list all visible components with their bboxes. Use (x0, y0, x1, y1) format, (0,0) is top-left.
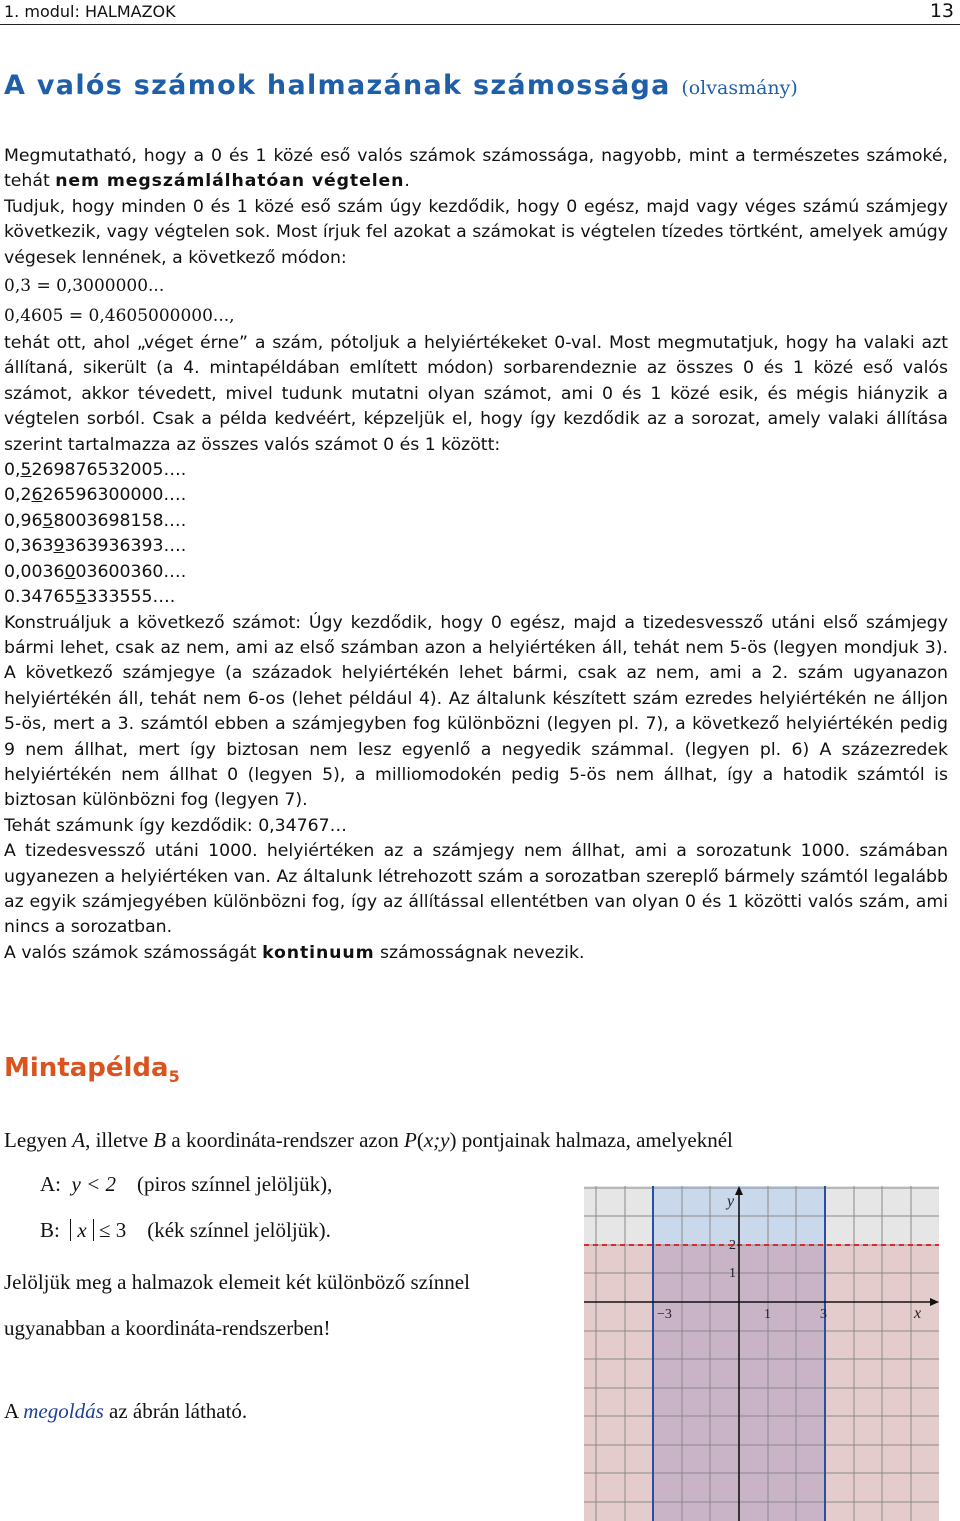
x-axis-label: x (914, 1305, 922, 1322)
article-body (4, 144, 948, 966)
decimal-item: 0,5269876532005…. (4, 460, 187, 481)
tick-y1: 1 (729, 1266, 736, 1281)
decimal-item: 0,3639363936393…. (4, 536, 187, 557)
task-line-2: ugyanabban a koordináta-rendszerben! (4, 1316, 331, 1340)
conclusion-paragraph: A tizedesvessző utáni 1000. helyiértéken az a számjegy nem állhat, ami a sorozatunk 1000. számában ugyanezen a helyiértéken van. Az általunk létrehozott szám a sorozatban szereplő bármely számtól legalább az egyik számjegyében különbözni fog, így az állítással ellentétben van olyan 0 és 1 közötti valós szám, ami nincs a sorozatban. (4, 841, 948, 938)
task-line-1: Jelöljük meg a halmazok elemeit két különböző színnel (4, 1270, 470, 1294)
solution-line: A megoldás az ábrán látható. (4, 1399, 248, 1423)
sequence-paragraph: tehát ott, ahol „véget érne” a szám, pótoljuk a helyiértékeket 0-val. Most megmutatjuk, hogy ha valaki azt állítaná, sikerült (a 4. mintapéldában említett módon) sorbarendeznie az összes 0 és 1 közé eső valós számot, akkor tévedett, mivel tudunk mutatni olyan számot, ami 0 és 1 közé esik, és mégis hiányzik a végtelen sorból. Csak a példa kedvéért, képzeljük el, hogy így kezdődik az a sorozat, amely valaki állítása szerint tartalmazza az összes valós számot 0 és 1 között: (4, 333, 948, 455)
decimal-item: 0,2626596300000…. (4, 485, 187, 506)
absolute-value: x (70, 1219, 93, 1241)
title-main: A valós számok halmazának számossága (4, 70, 671, 101)
decimal-item: 0.347655333555…. (4, 587, 176, 608)
y-axis-label: y (727, 1193, 735, 1210)
page-title (4, 70, 798, 101)
solution-link[interactable]: megoldás (23, 1399, 104, 1423)
decimal-list (4, 458, 948, 610)
page-number: 13 (929, 0, 954, 22)
title-sub: (olvasmány) (681, 77, 798, 99)
tick-y2: 2 (729, 1238, 736, 1253)
finite-infinite-paragraph: Tudjuk, hogy minden 0 és 1 közé eső szám úgy kezdődik, hogy 0 egész, majd vagy véges számú számjegy következik, vagy végtelen sok. Most írjuk fel azokat a számokat is végtelen tízedes törtként, amelyek amúgy végesek lennének, a következő módon: (4, 196, 948, 268)
bold-term-continuum: kontinuum (262, 942, 375, 963)
intro-paragraph: Megmutatható, hogy a 0 és 1 közé eső valós számok számossága, nagyobb, mint a természetes számoké, tehát nem megszámlálhatóan végtelen. (4, 146, 948, 192)
condition-a: A: y < 2 (piros színnel jelöljük), (40, 1172, 333, 1196)
result-line: Tehát számunk így kezdődik: 0,34767… (4, 815, 347, 836)
coordinate-plot (584, 1186, 939, 1521)
page-header (0, 0, 960, 25)
tick-x1: 1 (764, 1307, 771, 1322)
condition-b: B: x ≤ 3 (kék színnel jelöljük). (40, 1218, 331, 1242)
module-label: 1. modul: HALMAZOK (4, 2, 176, 21)
equation-2: 0,4605 = 0,4605000000..., (4, 306, 235, 327)
equation-1: 0,3 = 0,3000000... (4, 276, 165, 297)
bold-term-uncountable: nem megszámlálhatóan végtelen (55, 171, 405, 192)
example-heading: Mintapélda$_5$ (4, 1053, 180, 1087)
tick-x3: 3 (820, 1307, 827, 1322)
construction-paragraph: Konstruáljuk a következő számot: Úgy kezdődik, hogy 0 egész, majd a tizedesvessző utáni első számjegy bármi lehet, csak az nem, ami az első számban azon a helyiértéken áll, tehát nem 5-ös (legyen mondjuk 3). A következő számjegye (a századok helyiértékén lehet bármi, csak az nem, ami a 2. szám ugyanazon helyiértékén áll, tehát nem 6-os (lehet például 4). Az általunk készített szám ezredes helyiértékén ne álljon 5-ös, mert a 3. számtól ebben a számjegyben fog különbözni (legyen pl. 7), a következő helyiértékén pedig 9 nem állhat, mert így biztosan nem lesz egyenlő a negyedik számmal. (legyen pl. 6) A százezredek helyiértékén nem állhat 0 (legyen 5), a milliomodokén pedig 5-ös nem állhat, így a hatodik számtól is biztosan különbözni fog (legyen 7). (4, 612, 948, 811)
tick-x-neg3: −3 (657, 1307, 672, 1322)
continuum-paragraph: A valós számok számosságát kontinuum számosságnak nevezik. (4, 942, 585, 963)
decimal-item: 0,0036003600360…. (4, 561, 187, 582)
decimal-item: 0,9658003698158…. (4, 510, 187, 531)
example-statement: Legyen A, illetve B a koordináta-rendszer azon P(x;y) pontjainak halmaza, amelyeknél (4, 1128, 733, 1152)
